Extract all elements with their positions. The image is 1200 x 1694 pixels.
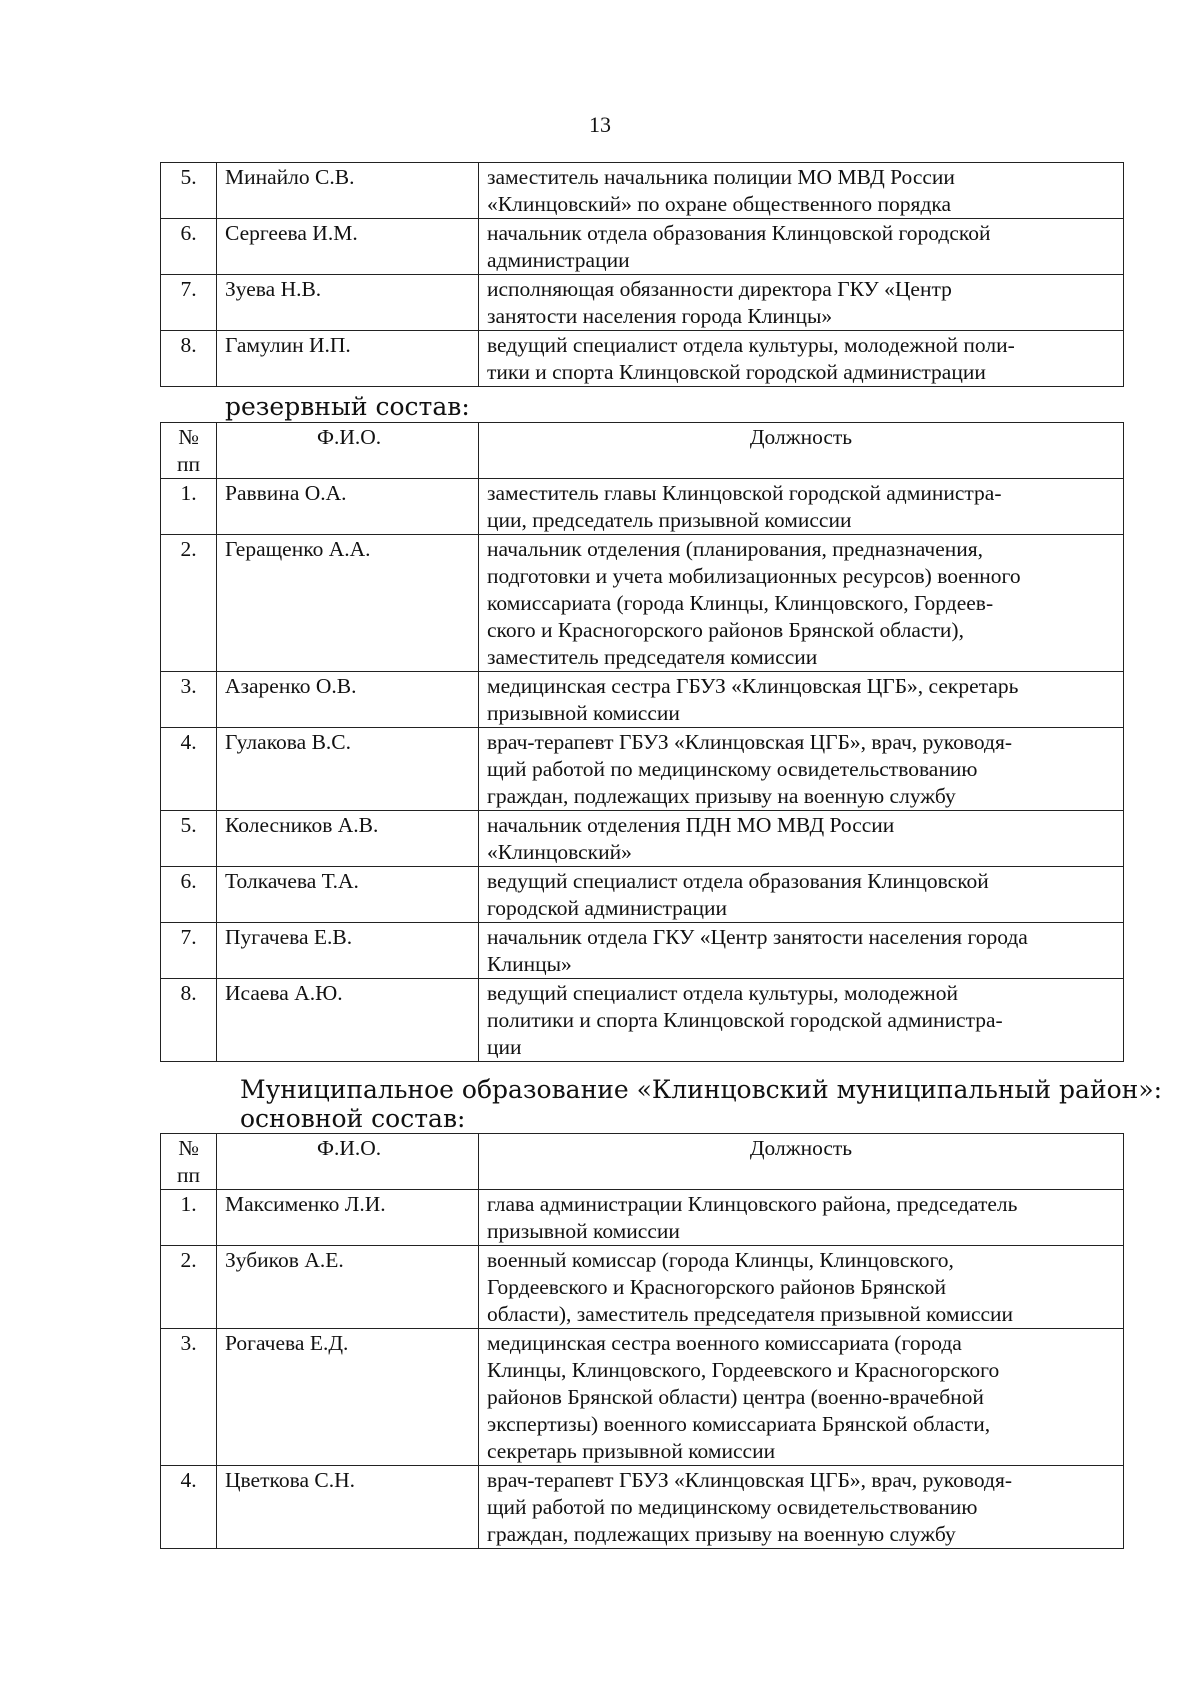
row-position: заместитель главы Клинцовской городской администра- ции, председатель призывной комиссии — [479, 479, 1124, 535]
row-position: медицинская сестра военного комиссариата (города Клинцы, Клинцовского, Гордеевского и Красногорского районов Брянской области) центра (военно-врачебной экспертизы) военного комиссариата Брянской области, секретарь призывной комиссии — [479, 1329, 1124, 1466]
row-name: Пугачева Е.В. — [217, 923, 479, 979]
row-number: 6. — [161, 867, 217, 923]
row-number: 1. — [161, 1190, 217, 1246]
row-name: Сергеева И.М. — [217, 219, 479, 275]
row-number: 2. — [161, 1246, 217, 1329]
table-header-row — [161, 1134, 1124, 1190]
table-row — [161, 535, 1124, 672]
row-name: Раввина О.А. — [217, 479, 479, 535]
table-row — [161, 163, 1124, 219]
table-row — [161, 1329, 1124, 1466]
row-name: Исаева А.Ю. — [217, 979, 479, 1062]
row-number: 5. — [161, 163, 217, 219]
header-number: № пп — [161, 1134, 217, 1190]
table-row — [161, 331, 1124, 387]
row-number: 5. — [161, 811, 217, 867]
header-position: Должность — [479, 423, 1124, 479]
row-name: Минайло С.В. — [217, 163, 479, 219]
table-municipal-block — [160, 1133, 1123, 1549]
header-number: № пп — [161, 423, 217, 479]
table-row — [161, 219, 1124, 275]
table-row — [161, 728, 1124, 811]
row-name: Гамулин И.П. — [217, 331, 479, 387]
header-position: Должность — [479, 1134, 1124, 1190]
row-position: ведущий специалист отдела культуры, молодежной политики и спорта Клинцовской городской администра- ции — [479, 979, 1124, 1062]
row-position: исполняющая обязанности директора ГКУ «Центр занятости населения города Клинцы» — [479, 275, 1124, 331]
table-row — [161, 479, 1124, 535]
table-row — [161, 275, 1124, 331]
row-position: заместитель начальника полиции МО МВД России «Клинцовский» по охране общественного порядка — [479, 163, 1124, 219]
row-name: Зубиков А.Е. — [217, 1246, 479, 1329]
header-name: Ф.И.О. — [217, 1134, 479, 1190]
row-number: 3. — [161, 672, 217, 728]
row-position: врач-терапевт ГБУЗ «Клинцовская ЦГБ», врач, руководя- щий работой по медицинскому освидетельствованию граждан, подлежащих призыву на военную службу — [479, 728, 1124, 811]
main-section-label: основной состав: — [240, 1104, 466, 1133]
row-name: Колесников А.В. — [217, 811, 479, 867]
reserve-section-label: резервный состав: — [225, 392, 470, 421]
table-header-row — [161, 423, 1124, 479]
row-number: 8. — [161, 331, 217, 387]
row-number: 8. — [161, 979, 217, 1062]
table-reserve — [160, 422, 1124, 1062]
municipal-section-label: Муниципальное образование «Клинцовский муниципальный район»: — [240, 1075, 1163, 1104]
table-continuation-block — [160, 162, 1123, 387]
table-row — [161, 867, 1124, 923]
table-row — [161, 672, 1124, 728]
row-position: глава администрации Клинцовского района, председатель призывной комиссии — [479, 1190, 1124, 1246]
row-number: 6. — [161, 219, 217, 275]
table-reserve-block — [160, 422, 1123, 1062]
row-name: Зуева Н.В. — [217, 275, 479, 331]
row-number: 3. — [161, 1329, 217, 1466]
row-position: начальник отделения ПДН МО МВД России «Клинцовский» — [479, 811, 1124, 867]
row-position: начальник отделения (планирования, предназначения, подготовки и учета мобилизационных ресурсов) военного комиссариата (города Клинцы, Клинцовского, Гордеев- ского и Красногорского районов Брянской области), заместитель председателя комиссии — [479, 535, 1124, 672]
row-position: начальник отдела ГКУ «Центр занятости населения города Клинцы» — [479, 923, 1124, 979]
row-position: военный комиссар (города Клинцы, Клинцовского, Гордеевского и Красногорского районов Брянской области), заместитель председателя призывной комиссии — [479, 1246, 1124, 1329]
row-position: медицинская сестра ГБУЗ «Клинцовская ЦГБ», секретарь призывной комиссии — [479, 672, 1124, 728]
row-position: ведущий специалист отдела культуры, молодежной поли- тики и спорта Клинцовской городской администрации — [479, 331, 1124, 387]
row-number: 7. — [161, 923, 217, 979]
row-position: ведущий специалист отдела образования Клинцовской городской администрации — [479, 867, 1124, 923]
table-row — [161, 979, 1124, 1062]
table-row — [161, 811, 1124, 867]
header-name: Ф.И.О. — [217, 423, 479, 479]
row-position: врач-терапевт ГБУЗ «Клинцовская ЦГБ», врач, руководя- щий работой по медицинскому освидетельствованию граждан, подлежащих призыву на военную службу — [479, 1466, 1124, 1549]
row-name: Цветкова С.Н. — [217, 1466, 479, 1549]
table-row — [161, 923, 1124, 979]
row-number: 4. — [161, 1466, 217, 1549]
row-name: Геращенко А.А. — [217, 535, 479, 672]
table-row — [161, 1246, 1124, 1329]
row-number: 1. — [161, 479, 217, 535]
page-number: 13 — [589, 112, 611, 137]
row-position: начальник отдела образования Клинцовской городской администрации — [479, 219, 1124, 275]
table-continuation — [160, 162, 1124, 387]
row-name: Гулакова В.С. — [217, 728, 479, 811]
row-name: Толкачева Т.А. — [217, 867, 479, 923]
table-municipal — [160, 1133, 1124, 1549]
table-row — [161, 1190, 1124, 1246]
row-number: 2. — [161, 535, 217, 672]
row-number: 7. — [161, 275, 217, 331]
row-name: Рогачева Е.Д. — [217, 1329, 479, 1466]
row-name: Азаренко О.В. — [217, 672, 479, 728]
table-row — [161, 1466, 1124, 1549]
row-name: Максименко Л.И. — [217, 1190, 479, 1246]
row-number: 4. — [161, 728, 217, 811]
